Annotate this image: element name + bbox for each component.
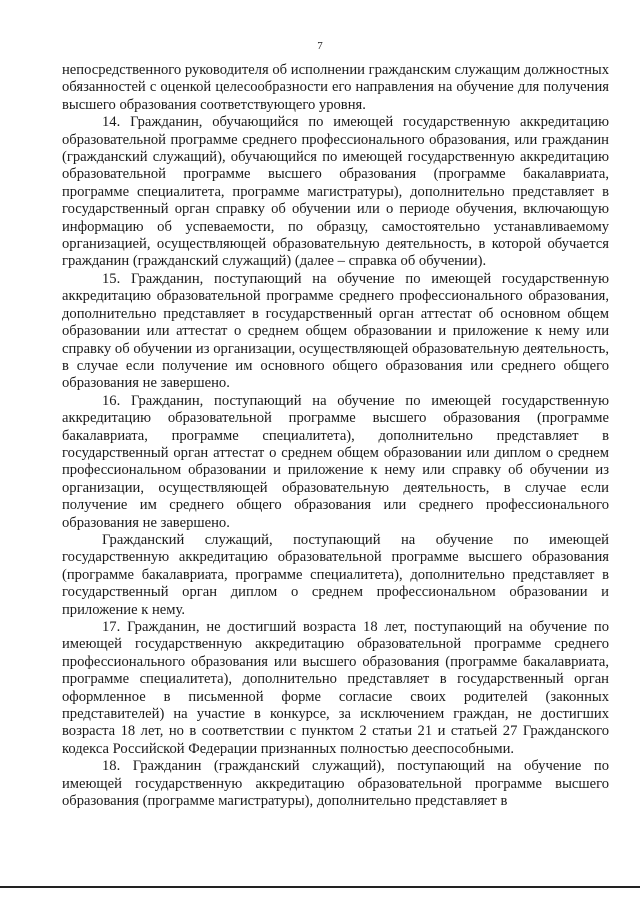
paragraph-14: 14. Гражданин, обучающийся по имеющей государственную аккредитацию образовательной программе среднего профессионального образования, или гражданин (гражданский служащий), обучающийся по имеющей государственную аккредитацию образовательной программе высшего образования (программе бакалавриата, программе специалитета, программе магистратуры), дополнительно представляет в государственный орган справку об обучении или о периоде обучения, включающую информацию об успеваемости, по образцу, самостоятельно устанавливаемому организацией, осуществляющей образовательную деятельность, в которой обучается гражданин (гражданский служащий) (далее – справка об обучении). bbox=[62, 114, 609, 270]
page-bottom-rule bbox=[0, 886, 640, 888]
paragraph-16: 16. Гражданин, поступающий на обучение по имеющей государственную аккредитацию образовательной программе высшего образования (программе бакалавриата, программе специалитета), дополнительно представляет в государственный орган аттестат о среднем общем образовании или диплом о среднем профессиональном образовании и приложение к нему или справку об обучении из организации, осуществляющей образовательную деятельность, в случае если получение им среднего общего образования или среднего профессионального образования не завершено. bbox=[62, 392, 609, 531]
paragraph-continuation: непосредственного руководителя об исполнении гражданским служащим должностных обязанностей с оценкой целесообразности его направления на обучение для получения высшего образования соответствующего уровня. bbox=[62, 62, 609, 113]
document-body bbox=[62, 62, 609, 810]
page-number: 7 bbox=[317, 40, 323, 52]
paragraph-16-civil-servant: Гражданский служащий, поступающий на обучение по имеющей государственную аккредитацию образовательной программе высшего образования (программе бакалавриата, программе специалитета), дополнительно представляет в государственный орган диплом о среднем профессиональном образовании и приложение к нему. bbox=[62, 531, 609, 618]
paragraph-15: 15. Гражданин, поступающий на обучение по имеющей государственную аккредитацию образовательной программе среднего профессионального образования, дополнительно представляет в государственный орган аттестат об основном общем образовании или аттестат о среднем общем образовании и приложение к нему или справку об обучении из организации, осуществляющей образовательную деятельность, в случае если получение им основного общего образования или среднего общего образования не завершено. bbox=[62, 270, 609, 392]
paragraph-18: 18. Гражданин (гражданский служащий), поступающий на обучение по имеющей государственную аккредитацию образовательной программе высшего образования (программе магистратуры), дополнительно представляет в bbox=[62, 758, 609, 810]
paragraph-17: 17. Гражданин, не достигший возраста 18 лет, поступающий на обучение по имеющей государственную аккредитацию образовательной программе среднего профессионального образования или высшего образования (программе бакалавриата, программе специалитета), дополнительно представляет в государственный орган оформленное в письменной форме согласие своих родителей (законных представителей) на участие в конкурсе, за исключением граждан, не достигших возраста 18 лет, но в соответствии с пунктом 2 статьи 21 и статьей 27 Гражданского кодекса Российской Федерации признанных полностью дееспособными. bbox=[62, 619, 609, 757]
